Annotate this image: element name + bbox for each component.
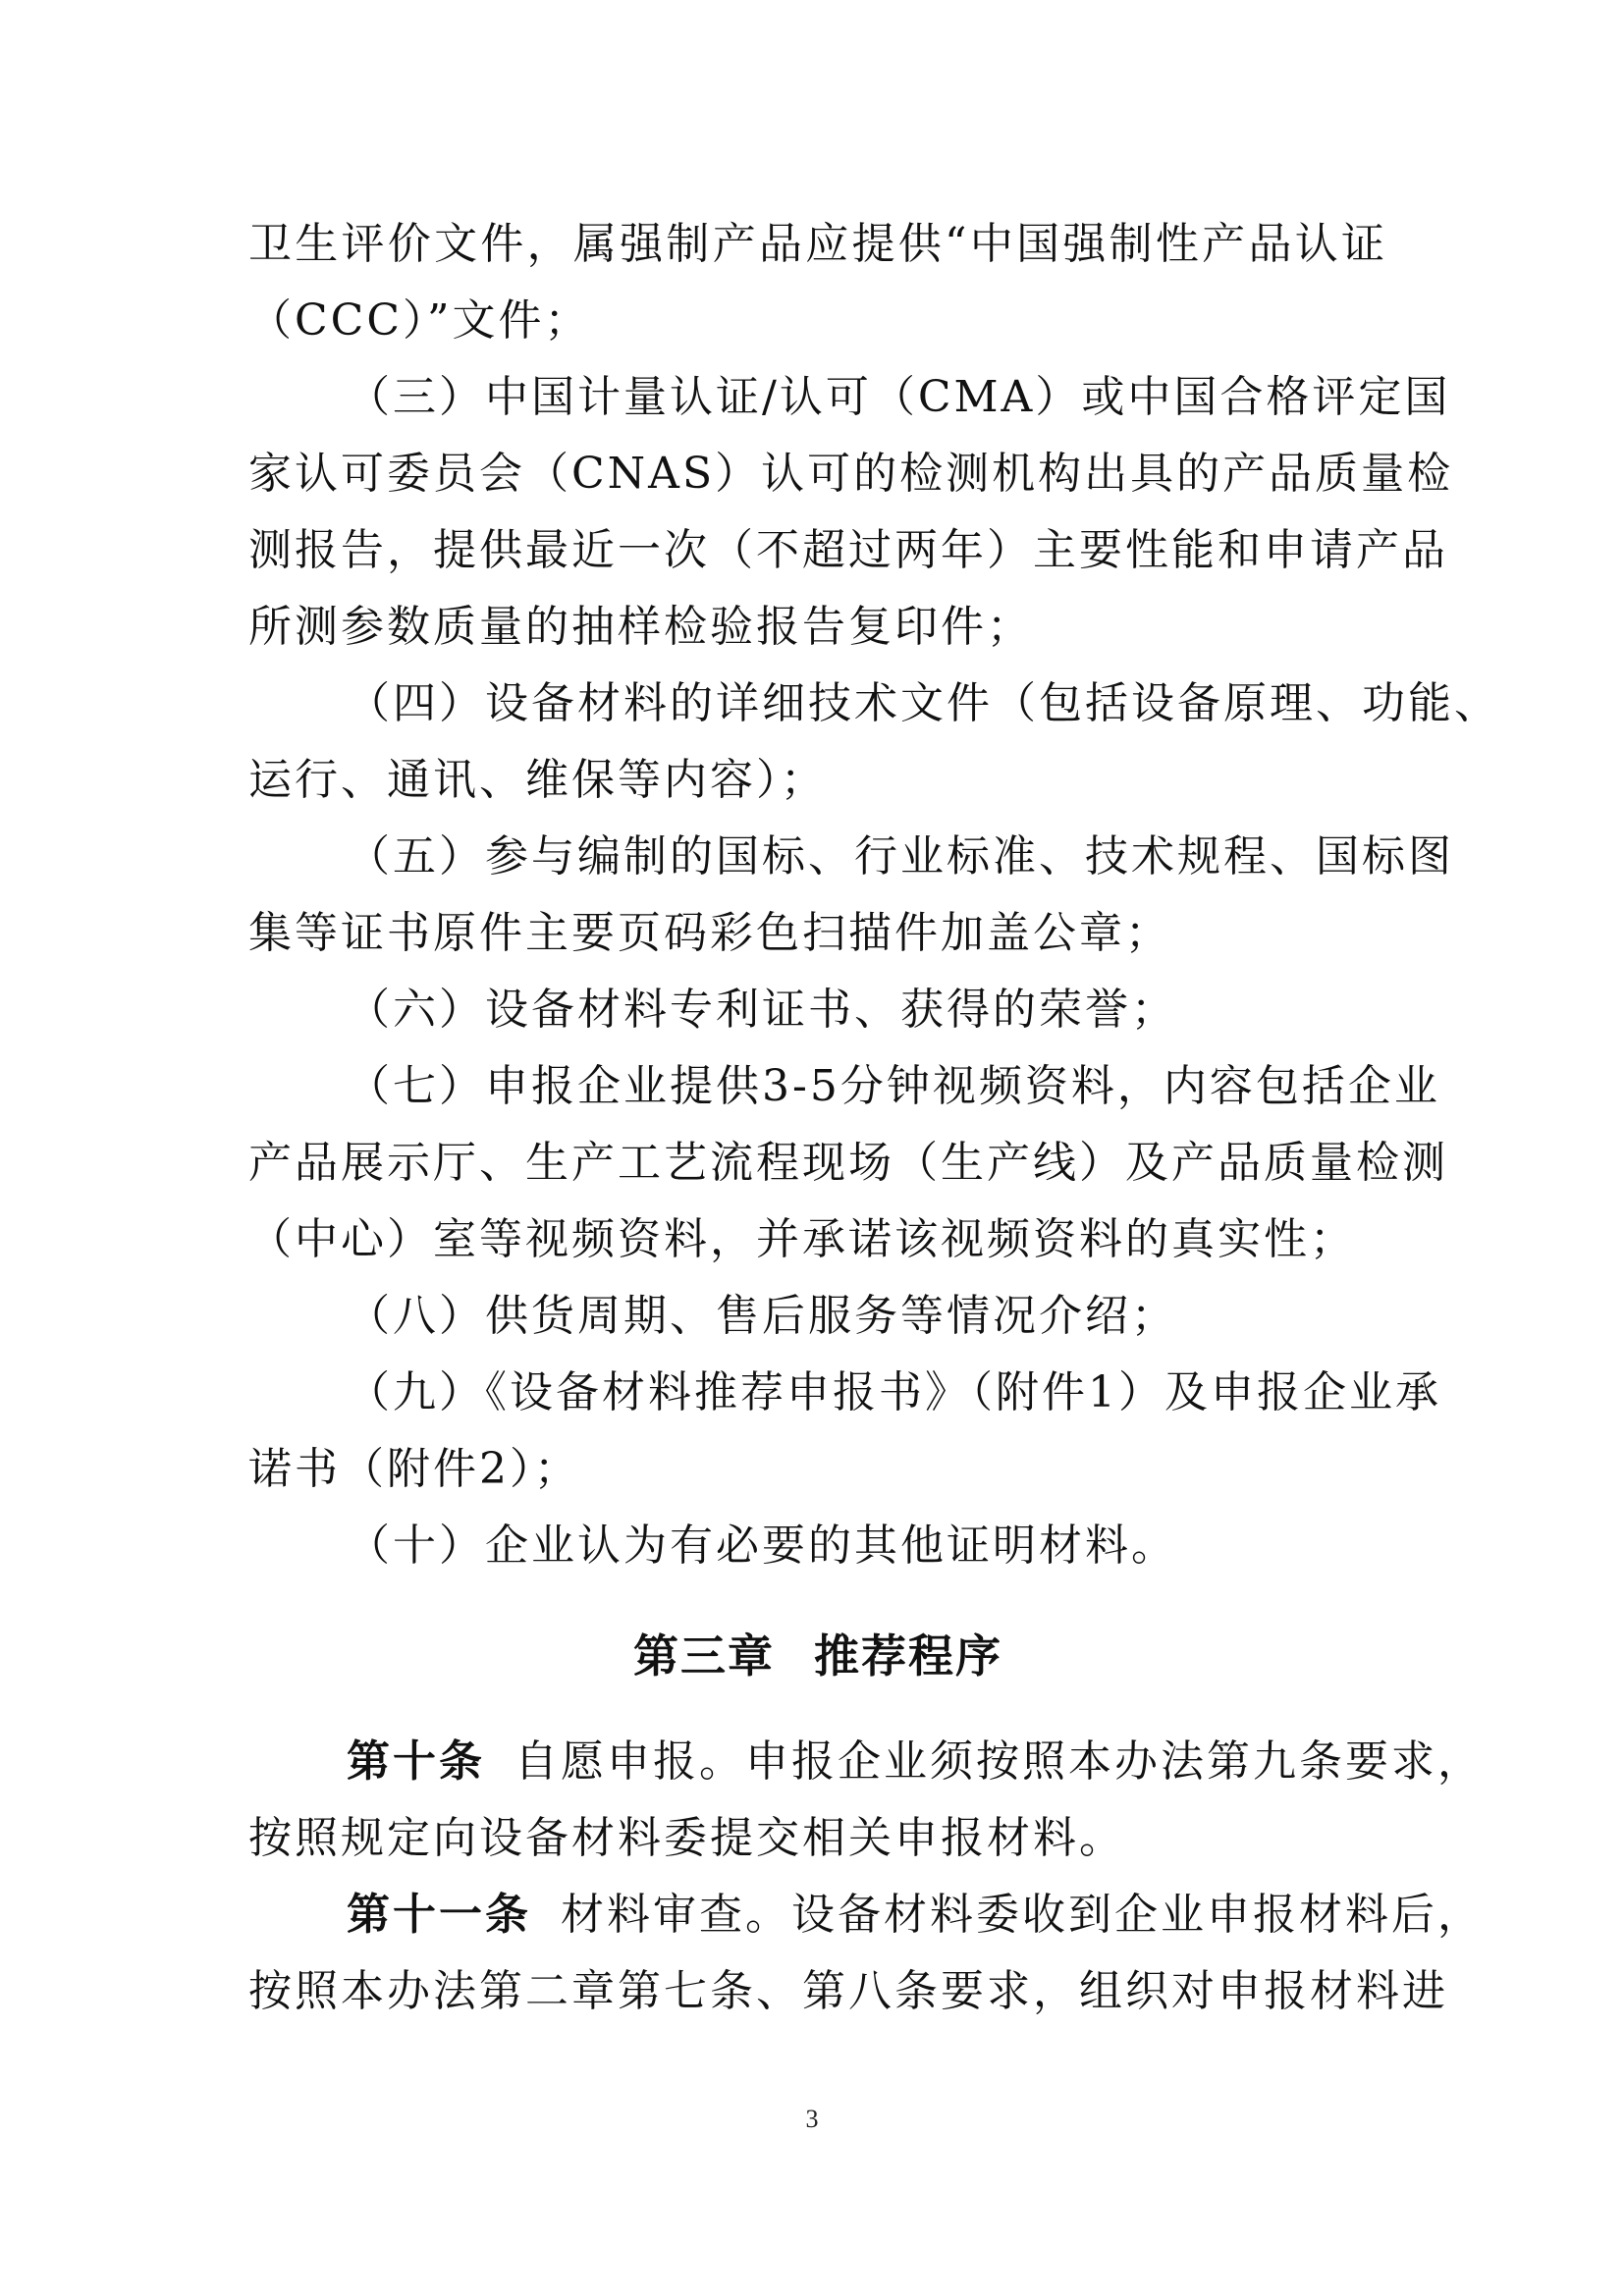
article-11-line: 按照本办法第二章第七条、第八条要求，组织对申报材料进 xyxy=(248,1966,1448,2016)
item-9-line: （九）《设备材料推荐申报书》（附件1）及申报企业承 xyxy=(347,1367,1441,1417)
item-6-line: （六）设备材料专利证书、获得的荣誉； xyxy=(347,985,1177,1035)
article-10-text: 自愿申报。申报企业须按照本办法第九条要求， xyxy=(514,1736,1484,1787)
body-line: （CCC）”文件； xyxy=(248,295,591,346)
article-11-text: 材料审查。设备材料委收到企业申报材料后， xyxy=(561,1890,1484,1940)
article-10-line: 按照规定向设备材料委提交相关申报材料。 xyxy=(248,1813,1125,1863)
item-5-line: 集等证书原件主要页码彩色扫描件加盖公章； xyxy=(248,908,1171,958)
article-11-line xyxy=(248,1877,1484,1953)
item-8-line: （八）供货周期、售后服务等情况介绍； xyxy=(347,1291,1177,1341)
article-11-heading: 第十一条 xyxy=(347,1890,531,1940)
article-10-heading: 第十条 xyxy=(347,1736,485,1787)
body-line: 卫生评价文件，属强制产品应提供“中国强制性产品认证 xyxy=(248,219,1387,269)
item-3-line: 测报告，提供最近一次（不超过两年）主要性能和申请产品 xyxy=(248,525,1448,575)
item-7-line: 产品展示厅、生产工艺流程现场（生产线）及产品质量检测 xyxy=(248,1138,1448,1188)
document-body xyxy=(248,206,1500,2030)
item-3-line: 家认可委员会（CNAS）认可的检测机构出具的产品质量检 xyxy=(248,449,1454,499)
article-10-line xyxy=(248,1724,1484,1800)
item-10-line: （十）企业认为有必要的其他证明材料。 xyxy=(347,1521,1177,1571)
item-5-line: （五）参与编制的国标、行业标准、技术规程、国标图 xyxy=(347,831,1454,881)
chapter-title: 推荐程序 xyxy=(814,1629,1002,1682)
item-4-line: 运行、通讯、维保等内容）； xyxy=(248,755,827,805)
chapter-number: 第三章 xyxy=(633,1629,775,1682)
page-number: 3 xyxy=(805,2105,819,2133)
chapter-heading xyxy=(248,1602,1387,1710)
item-9-line: 诺书（附件2）； xyxy=(248,1444,580,1494)
item-3-line: （三）中国计量认证/认可（CMA）或中国合格评定国 xyxy=(347,372,1451,422)
item-7-line: （七）申报企业提供3-5分钟视频资料，内容包括企业 xyxy=(347,1061,1440,1111)
item-4-line: （四）设备材料的详细技术文件（包括设备原理、功能、 xyxy=(347,678,1500,728)
item-3-line: 所测参数质量的抽样检验报告复印件； xyxy=(248,602,1033,652)
item-7-line: （中心）室等视频资料，并承诺该视频资料的真实性； xyxy=(248,1214,1356,1264)
